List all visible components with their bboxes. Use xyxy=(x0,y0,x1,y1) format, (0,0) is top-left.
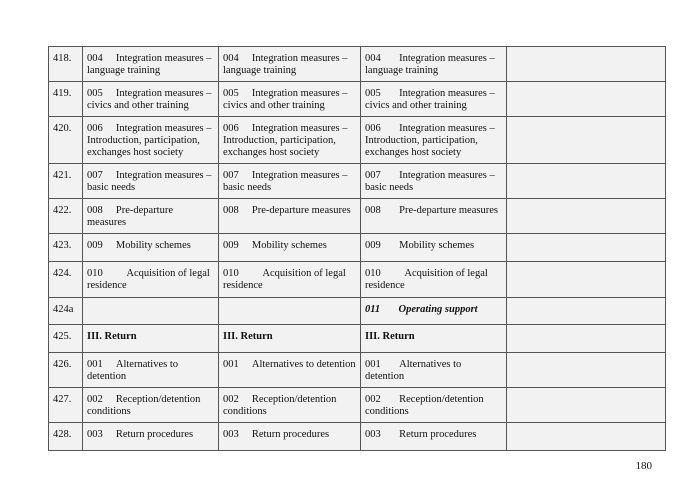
table-row xyxy=(49,325,666,353)
row-number-cell: 420. xyxy=(49,117,83,164)
table-cell-col2: 010 Acquisition of legal residence xyxy=(219,262,361,298)
table-cell-col2: 009 Mobility schemes xyxy=(219,234,361,262)
table-cell-col4 xyxy=(507,199,666,234)
table-cell-col2: 003 Return procedures xyxy=(219,423,361,451)
table-cell-col3: 004 Integration measures – language training xyxy=(361,47,507,82)
table-row xyxy=(49,262,666,298)
row-number-cell: 425. xyxy=(49,325,83,353)
row-number-cell: 426. xyxy=(49,353,83,388)
table-cell-col1: 004 Integration measures – language training xyxy=(83,47,219,82)
table-cell-col1: 008 Pre-departure measures xyxy=(83,199,219,234)
table-cell-col3: 006 Integration measures – Introduction, participation, exchanges host society xyxy=(361,117,507,164)
table-cell-col3: 010 Acquisition of legal residence xyxy=(361,262,507,298)
table-row xyxy=(49,423,666,451)
table-cell-col2: 008 Pre-departure measures xyxy=(219,199,361,234)
table-cell-col3: 011 Operating support xyxy=(361,298,507,325)
table-cell-col4 xyxy=(507,298,666,325)
table-row xyxy=(49,234,666,262)
table-cell-col1: 003 Return procedures xyxy=(83,423,219,451)
table-cell-col3: 002 Reception/detention conditions xyxy=(361,388,507,423)
table-cell-col4 xyxy=(507,234,666,262)
row-number-cell: 427. xyxy=(49,388,83,423)
table-cell-col1 xyxy=(83,298,219,325)
table-row xyxy=(49,353,666,388)
table-cell-col4 xyxy=(507,423,666,451)
row-number-cell: 418. xyxy=(49,47,83,82)
table-cell-col2: 002 Reception/detention conditions xyxy=(219,388,361,423)
page-number: 180 xyxy=(635,460,652,472)
table-cell-col1: 009 Mobility schemes xyxy=(83,234,219,262)
table-cell-col3: 005 Integration measures – civics and other training xyxy=(361,82,507,117)
row-number-cell: 419. xyxy=(49,82,83,117)
table-row xyxy=(49,298,666,325)
table-cell-col3: 008 Pre-departure measures xyxy=(361,199,507,234)
row-number-cell: 422. xyxy=(49,199,83,234)
table-cell-col2: 005 Integration measures – civics and other training xyxy=(219,82,361,117)
table-cell-col1: III. Return xyxy=(83,325,219,353)
table-cell-col2: 001 Alternatives to detention xyxy=(219,353,361,388)
table-cell-col3: III. Return xyxy=(361,325,507,353)
table-cell-col1: 001 Alternatives to detention xyxy=(83,353,219,388)
table-row xyxy=(49,388,666,423)
table-row xyxy=(49,199,666,234)
table-row xyxy=(49,117,666,164)
table-cell-col2 xyxy=(219,298,361,325)
table-row xyxy=(49,82,666,117)
table-cell-col4 xyxy=(507,117,666,164)
table-cell-col1: 006 Integration measures – Introduction, participation, exchanges host society xyxy=(83,117,219,164)
table-cell-col2: III. Return xyxy=(219,325,361,353)
table-cell-col4 xyxy=(507,47,666,82)
document-table xyxy=(48,46,666,451)
table-cell-col4 xyxy=(507,262,666,298)
row-number-cell: 428. xyxy=(49,423,83,451)
row-number-cell: 421. xyxy=(49,164,83,199)
table-cell-col2: 006 Integration measures – Introduction, participation, exchanges host society xyxy=(219,117,361,164)
row-number-cell: 423. xyxy=(49,234,83,262)
table-cell-col3: 001 Alternatives to detention xyxy=(361,353,507,388)
table-cell-col2: 007 Integration measures – basic needs xyxy=(219,164,361,199)
row-number-cell: 424a xyxy=(49,298,83,325)
table-cell-col4 xyxy=(507,353,666,388)
table-cell-col4 xyxy=(507,325,666,353)
table-cell-col4 xyxy=(507,82,666,117)
table-cell-col3: 007 Integration measures – basic needs xyxy=(361,164,507,199)
table-row xyxy=(49,164,666,199)
table-cell-col4 xyxy=(507,388,666,423)
table-cell-col1: 010 Acquisition of legal residence xyxy=(83,262,219,298)
table-cell-col3: 003 Return procedures xyxy=(361,423,507,451)
table-row xyxy=(49,47,666,82)
table-cell-col2: 004 Integration measures – language training xyxy=(219,47,361,82)
table-cell-col1: 005 Integration measures – civics and other training xyxy=(83,82,219,117)
table-cell-col1: 007 Integration measures – basic needs xyxy=(83,164,219,199)
table-cell-col4 xyxy=(507,164,666,199)
table-cell-col3: 009 Mobility schemes xyxy=(361,234,507,262)
table-body xyxy=(49,47,666,451)
row-number-cell: 424. xyxy=(49,262,83,298)
table-cell-col1: 002 Reception/detention conditions xyxy=(83,388,219,423)
